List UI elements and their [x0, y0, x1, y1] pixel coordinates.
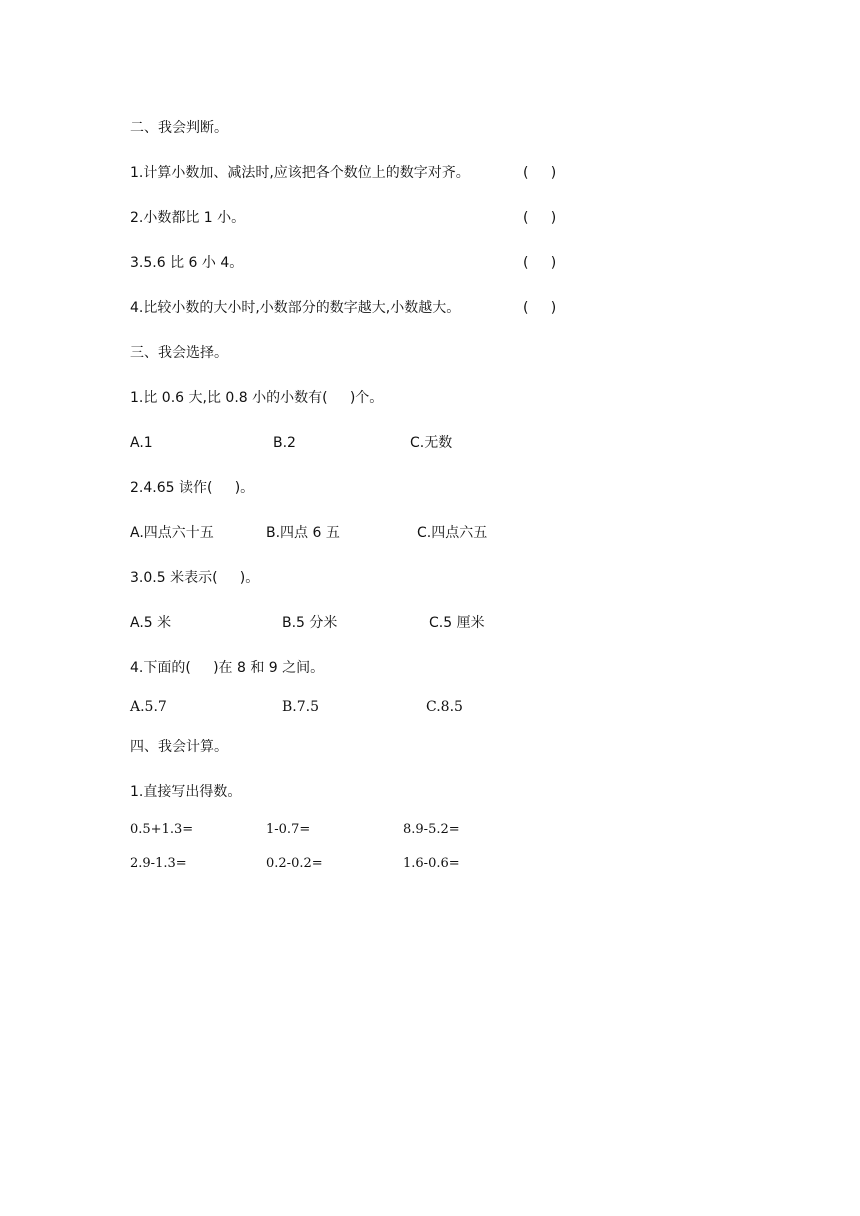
choice-4-option-c[interactable]: C.8.5: [426, 699, 463, 715]
judge-answer-blank-3[interactable]: ( ): [523, 255, 557, 271]
choice-3-option-c[interactable]: C.5 厘米: [429, 615, 485, 631]
judge-item-3: 3.5.6 比 6 小 4。: [130, 255, 244, 271]
section-4-title: 四、我会计算。: [130, 739, 228, 755]
choice-4-option-b[interactable]: B.7.5: [282, 699, 320, 715]
calc-expression: 0.5+1.3=: [130, 822, 194, 837]
choice-3-option-b[interactable]: B.5 分米: [282, 615, 338, 631]
judge-item-4: 4.比较小数的大小时,小数部分的数字越大,小数越大。: [130, 300, 461, 316]
calc-expression: 0.2-0.2=: [266, 856, 323, 871]
choice-question-3: 3.0.5 米表示( )。: [130, 570, 260, 586]
choice-question-2: 2.4.65 读作( )。: [130, 480, 255, 496]
choice-question-4: 4.下面的( )在 8 和 9 之间。: [130, 660, 325, 676]
calc-expression: 1-0.7=: [266, 822, 311, 837]
judge-item-1: 1.计算小数加、减法时,应该把各个数位上的数字对齐。: [130, 165, 470, 181]
judge-item-2: 2.小数都比 1 小。: [130, 210, 246, 226]
judge-answer-blank-2[interactable]: ( ): [523, 210, 557, 226]
choice-2-option-b[interactable]: B.四点 6 五: [266, 525, 340, 541]
choice-1-option-a[interactable]: A.1: [130, 435, 153, 451]
judge-answer-blank-1[interactable]: ( ): [523, 165, 557, 181]
choice-question-1: 1.比 0.6 大,比 0.8 小的小数有( )个。: [130, 390, 384, 406]
calc-subtitle: 1.直接写出得数。: [130, 784, 242, 800]
choice-1-option-c[interactable]: C.无数: [410, 435, 453, 451]
choice-1-option-b[interactable]: B.2: [273, 435, 296, 451]
calc-expression: 1.6-0.6=: [403, 856, 460, 871]
calc-expression: 8.9-5.2=: [403, 822, 460, 837]
choice-4-option-a[interactable]: A.5.7: [130, 699, 167, 715]
calc-expression: 2.9-1.3=: [130, 856, 187, 871]
judge-answer-blank-4[interactable]: ( ): [523, 300, 557, 316]
section-2-title: 二、我会判断。: [130, 120, 228, 136]
choice-3-option-a[interactable]: A.5 米: [130, 615, 172, 631]
choice-2-option-a[interactable]: A.四点六十五: [130, 525, 214, 541]
section-3-title: 三、我会选择。: [130, 345, 228, 361]
choice-2-option-c[interactable]: C.四点六五: [417, 525, 488, 541]
